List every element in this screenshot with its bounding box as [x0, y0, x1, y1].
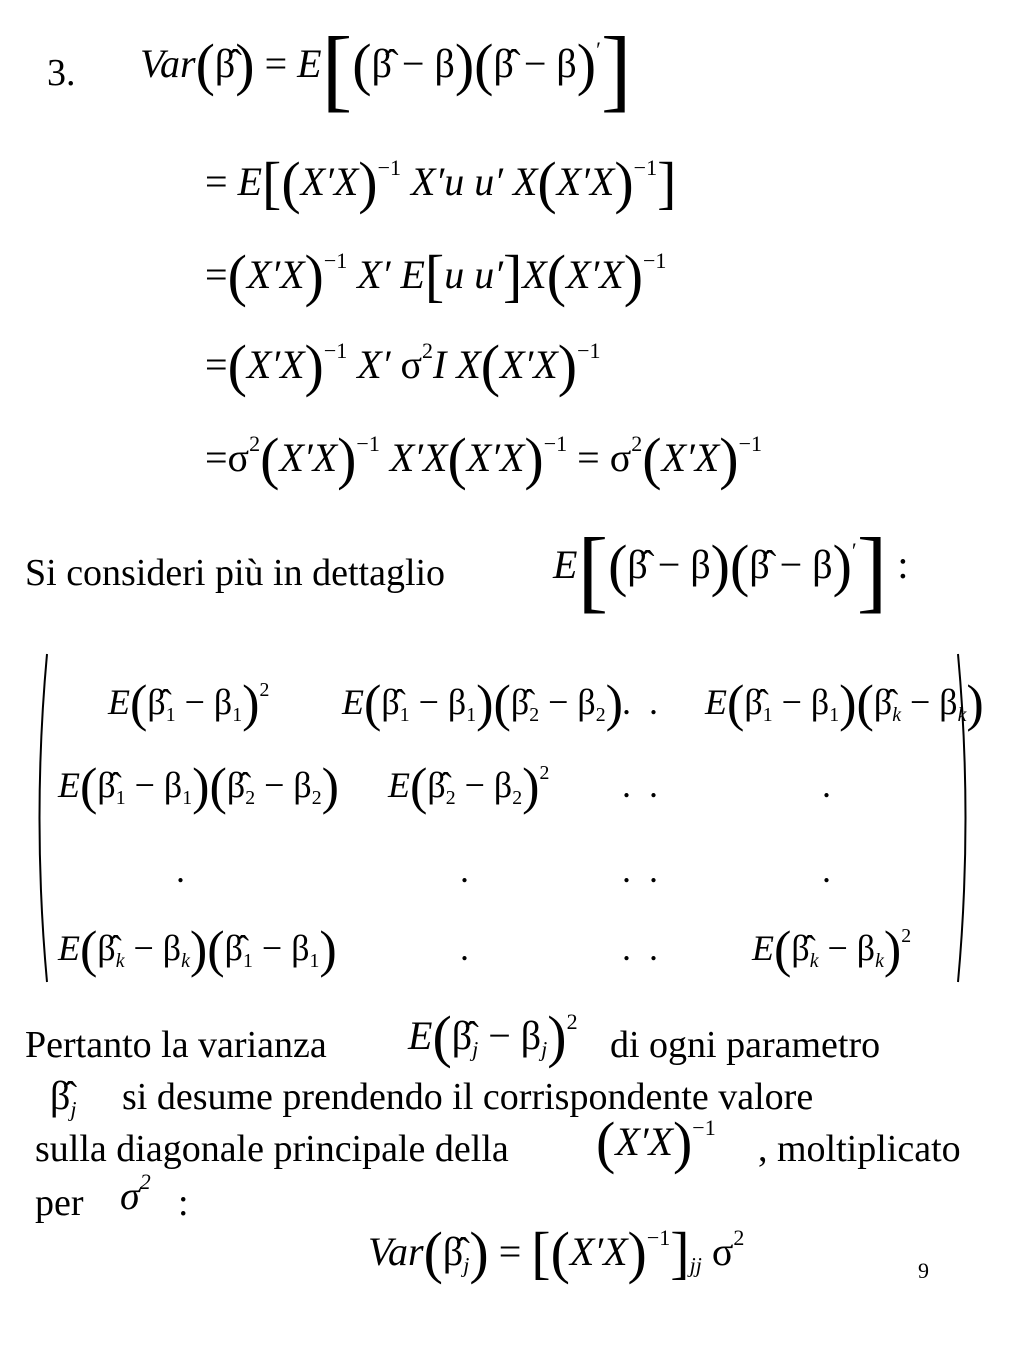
item-number: 3. [47, 52, 76, 94]
covariance-matrix [30, 652, 984, 984]
matrix-cell-1-2: $E(\betâ_1$ − $\beta_1)(\betâ_2 - \beta_2)$ [342, 674, 624, 733]
matrix-cell-3-2: . [460, 850, 469, 890]
matrix-cell-4-1: $E(\betâ_k$ − $\beta_k)(\betâ_1 - \beta_1)$ [58, 920, 337, 979]
final-formula: $Var(\betâ_j) = [(X'X)^{-1}]_{jj}$ $\sigma^2$ [368, 1219, 745, 1285]
pertanto-text: Pertanto la varianza [25, 1024, 327, 1066]
matrix-cell-3-3: . . [622, 850, 658, 890]
matrix-cell-1-3: . . [622, 682, 658, 722]
matrix-cell-2-3: . . [622, 765, 658, 805]
equation-line-2: = $E[(X'X)^{-1}$ X′u u′ $X(X'X)^{-1}$] [205, 149, 677, 215]
matrix-left-paren [30, 652, 50, 984]
sigma-colon: : [178, 1182, 189, 1224]
page-number: 9 [918, 1258, 929, 1283]
equation-line-5: $=\sigma^2(X'X)^{-1}$ $X'X(X'X)^{-1} = \sigma^2(X'X)^{-1}$ [205, 425, 762, 491]
beta-j-symbol: $\betâ_j$ [50, 1073, 77, 1122]
matrix-cell-3-1: . [176, 850, 185, 890]
matrix-cell-4-2: . [460, 928, 469, 968]
matrix-cell-2-1: $E(\betâ_1$ − $\beta_1)(\betâ_2 - \beta_2)$ [58, 757, 340, 816]
matrix-cell-3-4: . [822, 850, 831, 890]
xx-inverse: $(X'X)^{-1}$ [596, 1109, 716, 1175]
mult-text: , moltiplicato [758, 1128, 961, 1170]
equation-line-1: Var(β̂) = E[(β̂ − β)(β̂ − β)′] [140, 18, 632, 120]
matrix-cell-2-4: . [822, 765, 831, 805]
desume-text: si desume prendendo il corrispondente valore [122, 1076, 814, 1118]
consider-text: Si consideri più in dettaglio [25, 552, 446, 594]
equation-line-4: $=(X'X)^{-1}$ X′ $\sigma^2I$ $X(X'X)^{-1}$ [205, 332, 601, 398]
diag-text: sulla diagonale principale della [35, 1128, 509, 1170]
matrix-cell-1-1: $E(\betâ_1 - \beta_1)^2$ [108, 674, 270, 733]
matrix-cell-1-4: $E(\betâ_1$ − $\beta_1)(\betâ_k - \beta_k)$ [705, 674, 984, 733]
equation-line-3: $=(X'X)^{-1}$ X′ E[u $u']X(X'X)^{-1}$ [205, 242, 667, 308]
matrix-cell-4-4: $E(\betâ_k - \beta_k)^2$ [752, 920, 912, 979]
consider-expression: E[(β̂ − β)(β̂ − β)′] : [553, 519, 909, 621]
sigma-squared: $\sigma^2$ [120, 1169, 151, 1218]
variance-expression: $E(\betâ_j - \beta_j)^2$ [408, 1003, 578, 1069]
per-text: per [35, 1182, 84, 1224]
matrix-cell-4-3: . . [622, 928, 658, 968]
param-text: di ogni parametro [610, 1024, 881, 1066]
matrix-cell-2-2: $E(\betâ_2 - \beta_2)^2$ [388, 757, 550, 816]
